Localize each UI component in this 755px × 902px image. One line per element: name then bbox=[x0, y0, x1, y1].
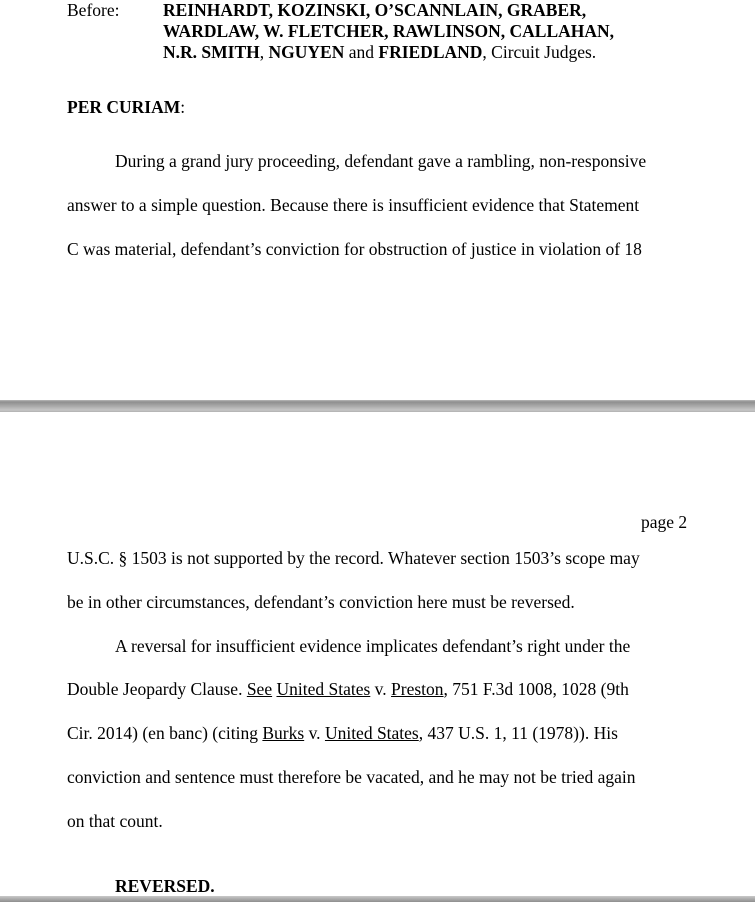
paragraph-line: A reversal for insufficient evidence implicates defendant’s right under the bbox=[115, 636, 631, 656]
text-run: , 751 F.3d 1008, 1028 (9th bbox=[443, 679, 629, 699]
judges-names: WARDLAW, W. FLETCHER, RAWLINSON, CALLAHAN, bbox=[163, 21, 615, 41]
judge-name: N.R. SMITH bbox=[163, 42, 260, 62]
judges-line-2 bbox=[163, 21, 614, 41]
case-party-name: Preston bbox=[391, 679, 444, 699]
case-party-name: Burks bbox=[262, 723, 305, 743]
case-party-name: United States bbox=[276, 679, 371, 699]
judges-line-3 bbox=[163, 42, 596, 62]
before-label: Before: bbox=[67, 0, 120, 20]
paragraph-line bbox=[67, 679, 629, 699]
paragraph-line: answer to a simple question. Because there is insufficient evidence that Statement bbox=[67, 195, 640, 215]
paragraph-line: During a grand jury proceeding, defendant gave a rambling, non-responsive bbox=[115, 151, 647, 171]
judge-name: FRIEDLAND bbox=[378, 42, 483, 62]
paragraph-line: U.S.C. § 1503 is not supported by the record. Whatever section 1503’s scope may bbox=[67, 548, 640, 568]
judges-title-text: , Circuit Judges. bbox=[482, 42, 597, 62]
text-run: Double Jeopardy Clause. bbox=[67, 679, 247, 699]
paragraph-line: on that count. bbox=[67, 811, 163, 831]
separator-text: , bbox=[259, 42, 269, 62]
paragraph-line bbox=[67, 723, 618, 743]
judges-line-1 bbox=[163, 0, 586, 20]
disposition-heading: REVERSED. bbox=[115, 876, 215, 896]
citation-signal: See bbox=[246, 679, 273, 699]
judges-names: REINHARDT, KOZINSKI, O’SCANNLAIN, GRABER, bbox=[163, 0, 587, 20]
text-run: v. bbox=[370, 679, 392, 699]
per-curiam-label: PER CURIAM bbox=[67, 97, 181, 117]
page-number: page 2 bbox=[641, 512, 688, 532]
judge-name: NGUYEN bbox=[268, 42, 345, 62]
case-party-name: United States bbox=[324, 723, 419, 743]
text-run: , 437 U.S. 1, 11 (1978)). His bbox=[418, 723, 618, 743]
per-curiam-heading bbox=[67, 97, 185, 117]
paragraph-line: be in other circumstances, defendant’s conviction here must be reversed. bbox=[67, 592, 575, 612]
text-run: Cir. 2014) (en banc) (citing bbox=[67, 723, 263, 743]
separator-text: and bbox=[344, 42, 379, 62]
text-run: v. bbox=[304, 723, 325, 743]
per-curiam-colon: : bbox=[180, 97, 186, 117]
paragraph-line: C was material, defendant’s conviction for obstruction of justice in violation of 18 bbox=[67, 239, 642, 259]
paragraph-line: conviction and sentence must therefore be vacated, and he may not be tried again bbox=[67, 767, 636, 787]
page-bottom-edge bbox=[0, 896, 755, 902]
